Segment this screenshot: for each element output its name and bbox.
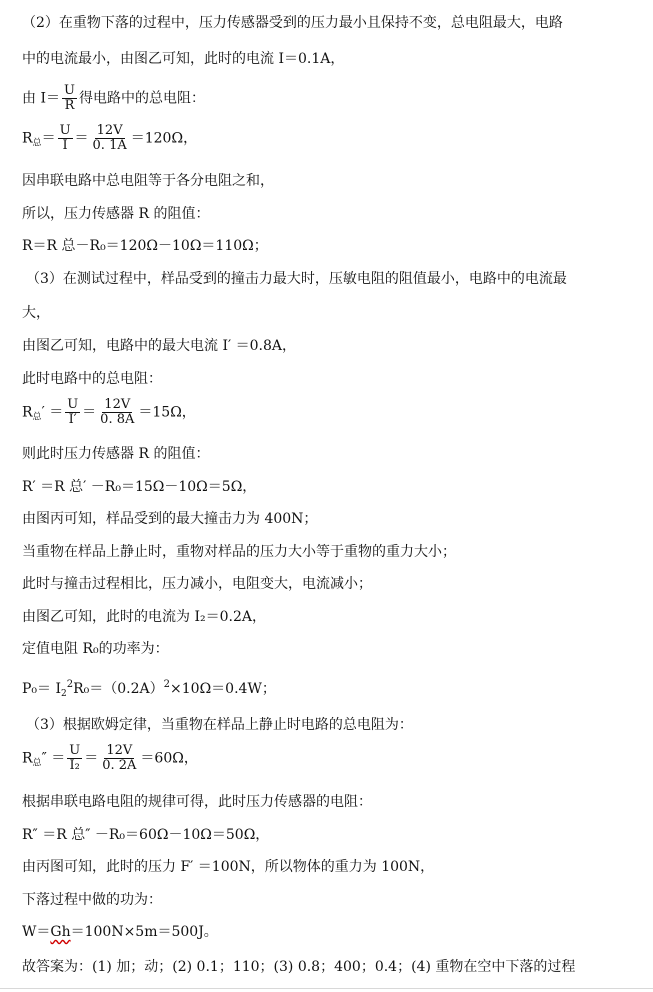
denominator: R (64, 98, 75, 113)
fraction (91, 124, 129, 153)
text: ＝60Ω， (140, 750, 198, 767)
text-line: 故答案为：(1) 加；动；(2) 0.1；110；(3) 0.8；400；0.4；(4) 重物在空中下落的过程 (22, 959, 576, 975)
text: R (22, 130, 33, 147)
spellcheck-underlined-text: Gh (50, 924, 71, 940)
text-line: R″ ＝R 总″ －R₀＝60Ω－10Ω＝50Ω， (22, 827, 270, 843)
formula-line (22, 923, 218, 941)
formula-line: $R_总=$ $\frac{U}{I}$ ＝ $\frac{12V}{0. 1A}$ ＝120Ω， (22, 123, 198, 153)
text: ×10Ω＝0.4W； (170, 681, 276, 697)
formula-line: $R_总''$ ＝ $\frac{U}{\text{I₂}}$ ＝ $\frac{12V}{0. 2A}$ ＝60Ω， (22, 743, 198, 773)
text-line: 中的电流最小，由图乙可知，此时的电流 I＝0.1A， (22, 51, 345, 67)
text: ′ ＝ (41, 404, 64, 421)
text: R₀＝（0.2A） (73, 681, 164, 697)
text-line: 由图乙可知，此时的电流为 I₂＝0.2A， (22, 609, 266, 625)
numerator: U (67, 397, 79, 412)
fraction (100, 744, 138, 773)
subscript: 总 (32, 758, 42, 769)
text-line: 此时与撞击过程相比，压力减小，电阻变大，电流减小； (22, 576, 372, 592)
denominator: 0. 2A (102, 758, 137, 773)
text: P₀＝ I (22, 681, 62, 697)
formula-line (22, 84, 205, 113)
text-line: 因串联电路中总电阻等于各分电阻之和， (22, 173, 274, 189)
text-line: 定值电阻 R₀的功率为： (22, 641, 169, 657)
numerator: 12V (104, 397, 131, 412)
text-line: R＝R 总－R₀＝120Ω－10Ω＝110Ω； (22, 238, 268, 254)
text-line: R′ ＝R 总′ －R₀＝15Ω－10Ω＝5Ω， (22, 479, 257, 495)
subscript: 2 (61, 689, 67, 699)
text: ″ ＝ (41, 750, 66, 767)
numerator: U (59, 123, 71, 138)
text-line: 由图乙可知，电路中的最大电流 I′ ＝0.8A， (22, 338, 296, 354)
text-line: 由丙图可知，此时的压力 F′ ＝100N，所以物体的重力为 100N， (22, 859, 435, 875)
page-edge-divider (0, 988, 653, 989)
denominator: I₂ (69, 758, 80, 773)
text: ＝120Ω， (130, 130, 198, 147)
formula-line (22, 676, 276, 703)
numerator: U (69, 743, 81, 758)
denominator: I (62, 138, 68, 153)
text: ＝15Ω， (138, 404, 196, 421)
text-line: 根据串联电路电阻的规律可得，此时压力传感器的电阻： (22, 794, 372, 810)
superscript: 2 (163, 679, 171, 690)
text: R (22, 750, 33, 767)
text-line: （3）根据欧姆定律，当重物在样品上静止时电路的总电阻为： (26, 717, 413, 733)
fraction (62, 84, 77, 113)
superscript: 2 (66, 679, 74, 690)
numerator: 12V (96, 123, 123, 138)
text: R (22, 404, 33, 421)
numerator: U (63, 83, 75, 98)
text-line: （3）在测试过程中，样品受到的撞击力最大时，压敏电阻的阻值最小，电路中的电流最 (26, 271, 567, 287)
subscript: 总 (32, 138, 42, 149)
text-line: 所以，压力传感器 R 的阻值： (22, 206, 210, 222)
fraction (67, 744, 82, 773)
subscript: 总 (32, 412, 42, 423)
text: W＝ (22, 924, 51, 940)
text: ＝ (41, 130, 56, 147)
text: 得电路中的总电阻： (78, 90, 205, 107)
text: 由 I＝ (22, 90, 60, 107)
text-line: 由图丙可知，样品受到的最大撞击力为 400N； (22, 511, 318, 527)
fraction (65, 398, 80, 427)
text-line: 大， (22, 305, 50, 321)
text-line: （2）在重物下落的过程中，压力传感器受到的压力最小且保持不变，总电阻最大，电路 (22, 15, 563, 31)
fraction (58, 124, 73, 153)
denominator: I′ (68, 412, 77, 427)
text-line: 当重物在样品上静止时，重物对样品的压力大小等于重物的重力大小； (22, 544, 456, 560)
text-line: 下落过程中做的功为： (22, 892, 162, 908)
denominator: 0. 1A (92, 138, 127, 153)
text: ＝100N×5m＝500J。 (70, 924, 218, 940)
text-line: 此时电路中的总电阻： (22, 371, 162, 387)
numerator: 12V (106, 743, 133, 758)
text-line: 则此时压力传感器 R 的阻值： (22, 446, 210, 462)
fraction (98, 398, 136, 427)
formula-line: $R_总'$ ＝ $\frac{U}{I'}$ ＝ $\frac{12V}{0. 8A}$ ＝15Ω， (22, 397, 196, 427)
denominator: 0. 8A (100, 412, 135, 427)
